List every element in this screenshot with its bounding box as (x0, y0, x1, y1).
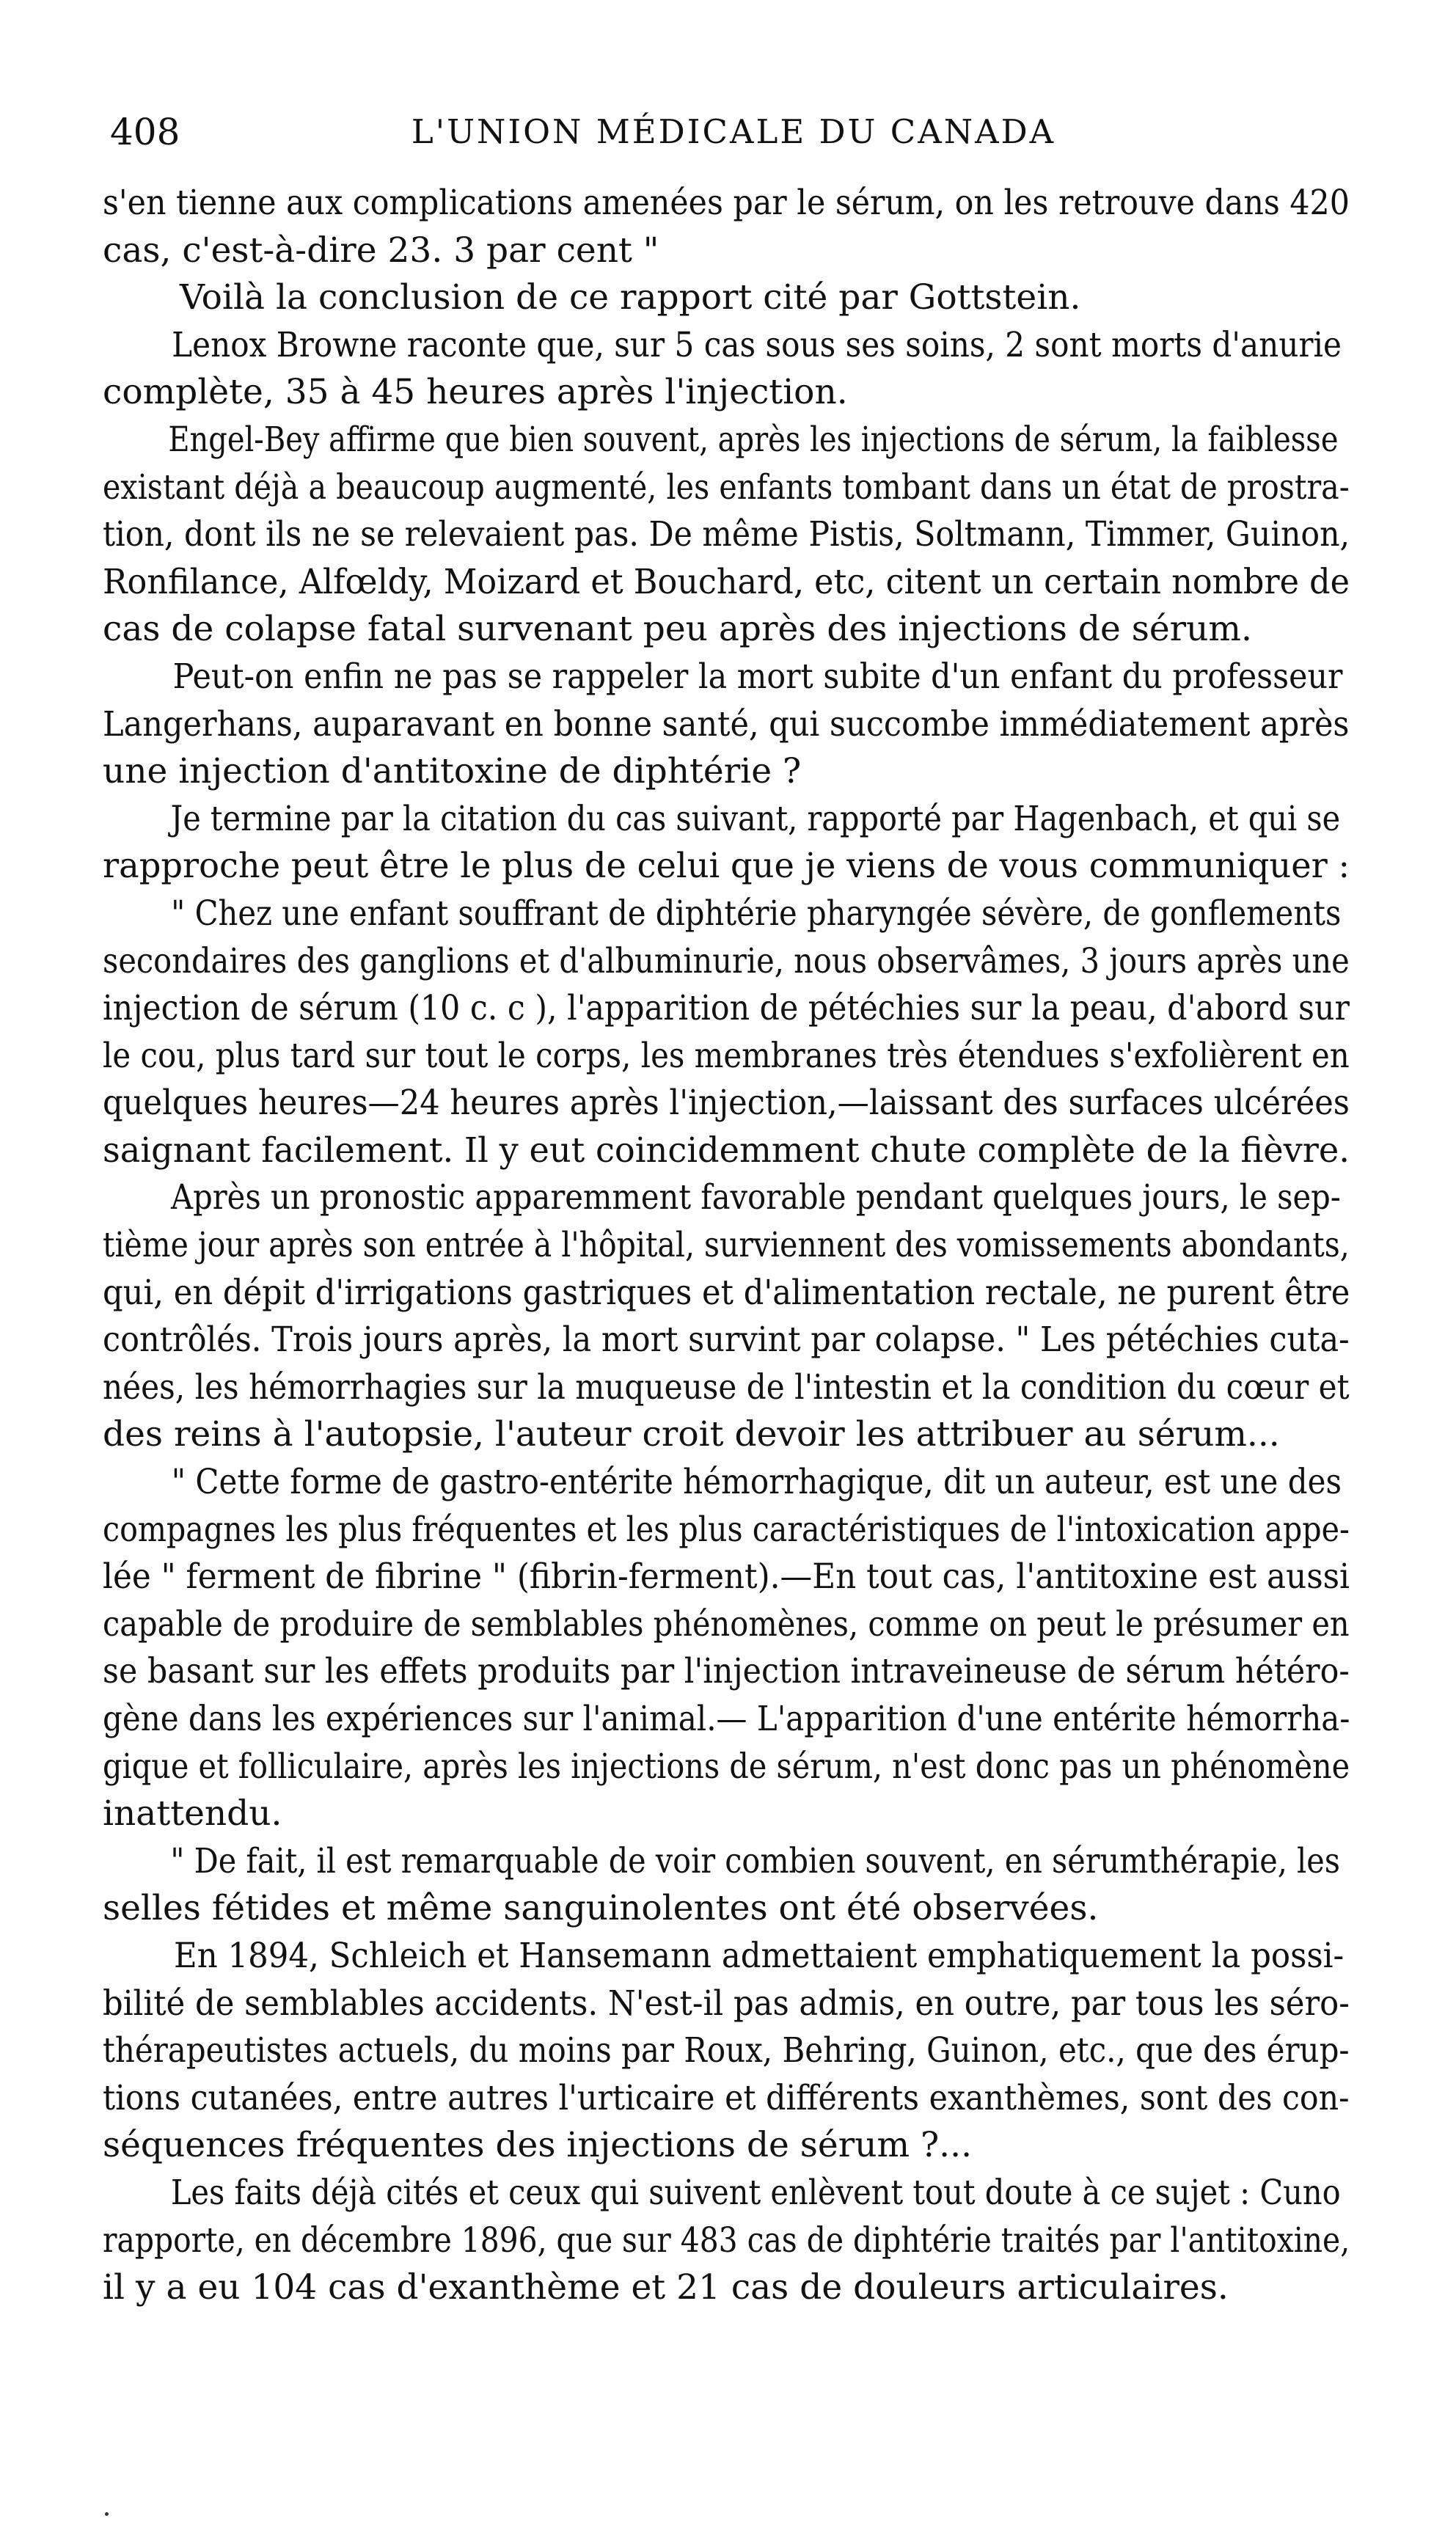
text-line: cas de colapse fatal survenant peu après des injections de sérum. (103, 609, 1252, 650)
text-line: " Chez une enfant souffrant de diphtérie pharyngée sévère, de gonflements (171, 893, 1342, 934)
text-line: il y a eu 104 cas d'exanthème et 21 cas de douleurs articulaires. (103, 2267, 1229, 2308)
text-line: " Cette forme de gastro-entérite hémorrhagique, dit un auteur, est une des (171, 1462, 1342, 1503)
text-line: tion, dont ils ne se relevaient pas. De même Pistis, Soltmann, Timmer, Guinon, (103, 514, 1350, 555)
text-line: compagnes les plus fréquentes et les plus caractéristiques de l'intoxication appe- (103, 1509, 1350, 1550)
text-line: lée " ferment de fibrine " (fibrin-ferment).—En tout cas, l'antitoxine est aussi (103, 1556, 1350, 1598)
text-line: nées, les hémorrhagies sur la muqueuse de l'intestin et la condition du cœur et (103, 1366, 1350, 1408)
text-line: Les faits déjà cités et ceux qui suivent enlèvent tout doute à ce sujet : Cuno (170, 2172, 1341, 2213)
text-line: Lenox Browne raconte que, sur 5 cas sous ses soins, 2 sont morts d'anurie (172, 324, 1342, 365)
text-line: capable de produire de semblables phénomènes, comme on peut le présumer en (103, 1603, 1350, 1644)
text-line: saignant facilement. Il y eut coincidemment chute complète de la fièvre. (103, 1130, 1350, 1171)
text-line: inattendu. (103, 1793, 282, 1834)
page-number: 408 (110, 111, 180, 153)
text-line: Je termine par la citation du cas suivant, rapporté par Hagenbach, et qui se (170, 798, 1341, 839)
running-head (110, 103, 1357, 161)
text-line: quelques heures—24 heures après l'injection,—laissant des surfaces ulcérées (103, 1083, 1350, 1124)
text-line: séquences fréquentes des injections de sérum ?... (103, 2125, 973, 2166)
text-line: des reins à l'autopsie, l'auteur croit devoir les attribuer au sérum... (103, 1414, 1280, 1455)
text-line: complète, 35 à 45 heures après l'injection. (103, 372, 848, 413)
text-line: existant déjà a beaucoup augmenté, les enfants tombant dans un état de prostra- (103, 466, 1350, 508)
text-line: s'en tienne aux complications amenées par le sérum, on les retrouve dans 420 (103, 183, 1350, 223)
text-line: le cou, plus tard sur tout le corps, les membranes très étendues s'exfolièrent en (103, 1035, 1350, 1076)
text-line: tions cutanées, entre autres l'urticaire et différents exanthèmes, sont des con- (103, 2077, 1350, 2118)
text-line: secondaires des ganglions et d'albuminurie, nous observâmes, 3 jours après une (103, 940, 1350, 981)
text-line: qui, en dépit d'irrigations gastriques et d'alimentation rectale, ne purent être (103, 1272, 1350, 1313)
journal-title: L'UNION MÉDICALE DU CANADA (411, 112, 1056, 151)
text-line: rapporte, en décembre 1896, que sur 483 cas de diphtérie traités par l'antitoxine, (103, 2220, 1350, 2261)
text-line: Après un pronostic apparemment favorable pendant quelques jours, le sep- (171, 1177, 1341, 1218)
text-line: une injection d'antitoxine de diphtérie ? (103, 751, 802, 792)
text-line: bilité de semblables accidents. N'est-il pas admis, en outre, par tous les séro- (103, 1983, 1350, 2024)
text-line: gique et folliculaire, après les injections de sérum, n'est donc pas un phénomène (103, 1746, 1350, 1787)
text-line: selles fétides et même sanguinolentes ont été observées. (103, 1888, 1099, 1929)
text-line: Voilà la conclusion de ce rapport cité par Gottstein. (180, 277, 1081, 318)
text-line: gène dans les expériences sur l'animal.— L'apparition d'une entérite hémorrha- (103, 1699, 1350, 1739)
text-line: Ronfilance, Alfœldy, Moizard et Bouchard, etc, citent un certain nombre de (103, 561, 1350, 602)
text-line: rapproche peut être le plus de celui que je viens de vous communiquer : (103, 846, 1350, 887)
text-line: " De fait, il est remarquable de voir combien souvent, en sérumthérapie, les (170, 1840, 1341, 1881)
text-line: tième jour après son entrée à l'hôpital, surviennent des vomissements abondants, (103, 1225, 1350, 1266)
text-line: Engel-Bey affirme que bien souvent, après les injections de sérum, la faiblesse (168, 419, 1339, 460)
text-line: En 1894, Schleich et Hansemann admettaient emphatiquement la possi- (174, 1935, 1345, 1976)
text-line: Peut-on enfin ne pas se rappeler la mort subite d'un enfant du professeur (172, 656, 1343, 697)
print-speck (105, 2512, 109, 2516)
text-line: thérapeutistes actuels, du moins par Roux, Behring, Guinon, etc., que des érup- (103, 2030, 1350, 2071)
text-line: se basant sur les effets produits par l'injection intraveineuse de sérum hétéro- (103, 1651, 1350, 1692)
text-line: contrôlés. Trois jours après, la mort survint par colapse. " Les pétéchies cuta- (103, 1320, 1350, 1361)
text-line: cas, c'est-à-dire 23. 3 par cent " (103, 230, 659, 271)
text-line: injection de sérum (10 c. c ), l'apparition de pétéchies sur la peau, d'abord sur (103, 988, 1350, 1029)
body-text (103, 180, 1456, 2312)
text-line: Langerhans, auparavant en bonne santé, qui succombe immédiatement après (103, 703, 1350, 744)
